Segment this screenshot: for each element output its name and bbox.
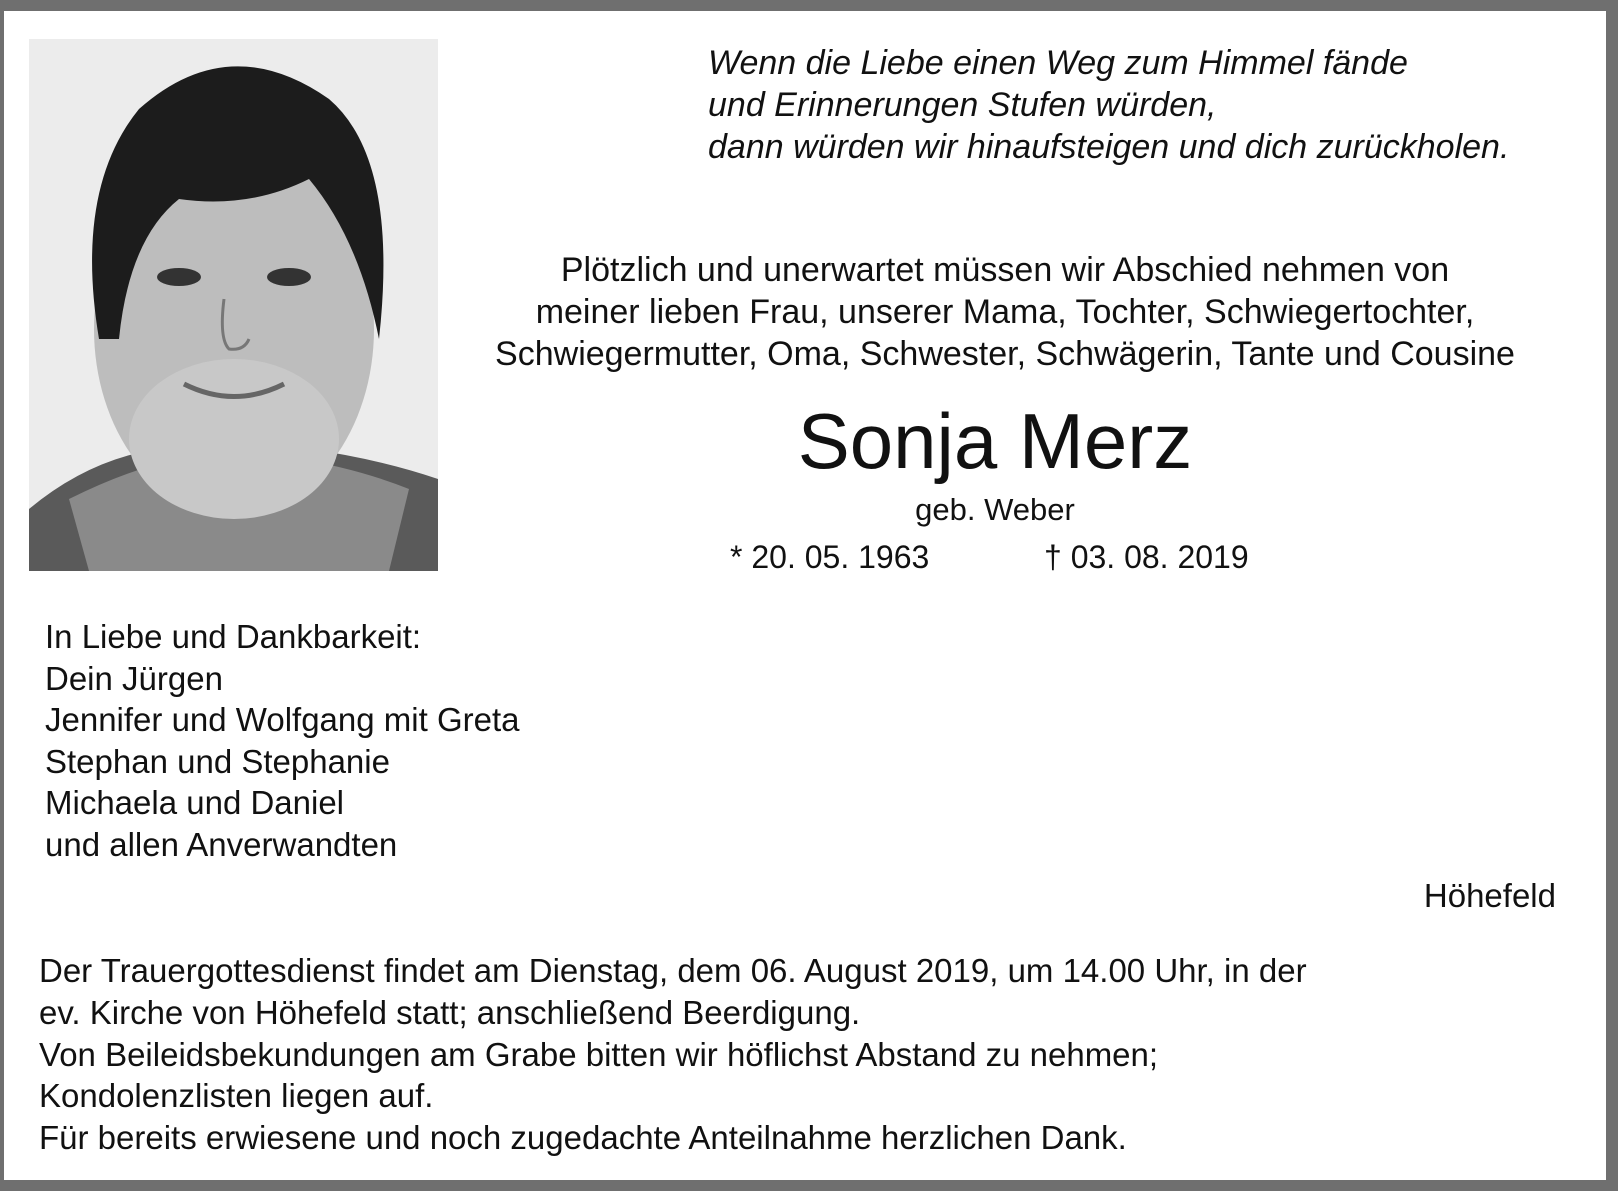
place: Höhefeld — [1423, 877, 1556, 914]
mourners-list — [45, 616, 519, 865]
death-date: † 03. 08. 2019 — [1044, 539, 1249, 575]
quote-line: dann würden wir hinaufsteigen und dich zurückholen. — [708, 128, 1510, 166]
quote-line: Wenn die Liebe einen Weg zum Himmel fände — [708, 44, 1408, 82]
notice-line: Für bereits erwiesene und noch zugedachte Anteilnahme herzlichen Dank. — [39, 1119, 1127, 1157]
quote-line: und Erinnerungen Stufen würden, — [708, 86, 1217, 124]
mourner: Dein Jürgen — [45, 659, 223, 697]
deceased-name: Sonja Merz — [797, 397, 1193, 485]
memorial-quote — [708, 42, 1509, 168]
portrait-photo — [29, 39, 438, 571]
notice-line: Der Trauergottesdienst findet am Dienstag, dem 06. August 2019, um 14.00 Uhr, in der — [39, 952, 1307, 989]
intro-line: meiner lieben Frau, unserer Mama, Tochter, Schwiegertochter, — [535, 293, 1475, 331]
notice-line: ev. Kirche von Höhefeld statt; anschließend Beerdigung. — [39, 993, 861, 1031]
maiden-name: geb. Weber — [915, 492, 1075, 527]
funeral-notice — [39, 950, 1307, 1159]
mourner: Stephan und Stephanie — [45, 742, 390, 780]
notice-line: Kondolenzlisten liegen auf. — [39, 1077, 434, 1115]
announcement-text — [420, 249, 1590, 375]
mourner: Jennifer und Wolfgang mit Greta — [45, 701, 520, 738]
mourners-heading: In Liebe und Dankbarkeit: — [45, 618, 422, 655]
birth-date: * 20. 05. 1963 — [730, 539, 930, 575]
mourner: Michaela und Daniel — [45, 784, 345, 821]
mourner: und allen Anverwandten — [45, 825, 398, 863]
intro-line: Plötzlich und unerwartet müssen wir Abschied nehmen von — [560, 251, 1450, 289]
portrait-image — [29, 39, 438, 571]
notice-line: Von Beileidsbekundungen am Grabe bitten wir höflichst Abstand zu nehmen; — [39, 1035, 1159, 1073]
intro-line: Schwiegermutter, Oma, Schwester, Schwägerin, Tante und Cousine — [495, 335, 1515, 373]
